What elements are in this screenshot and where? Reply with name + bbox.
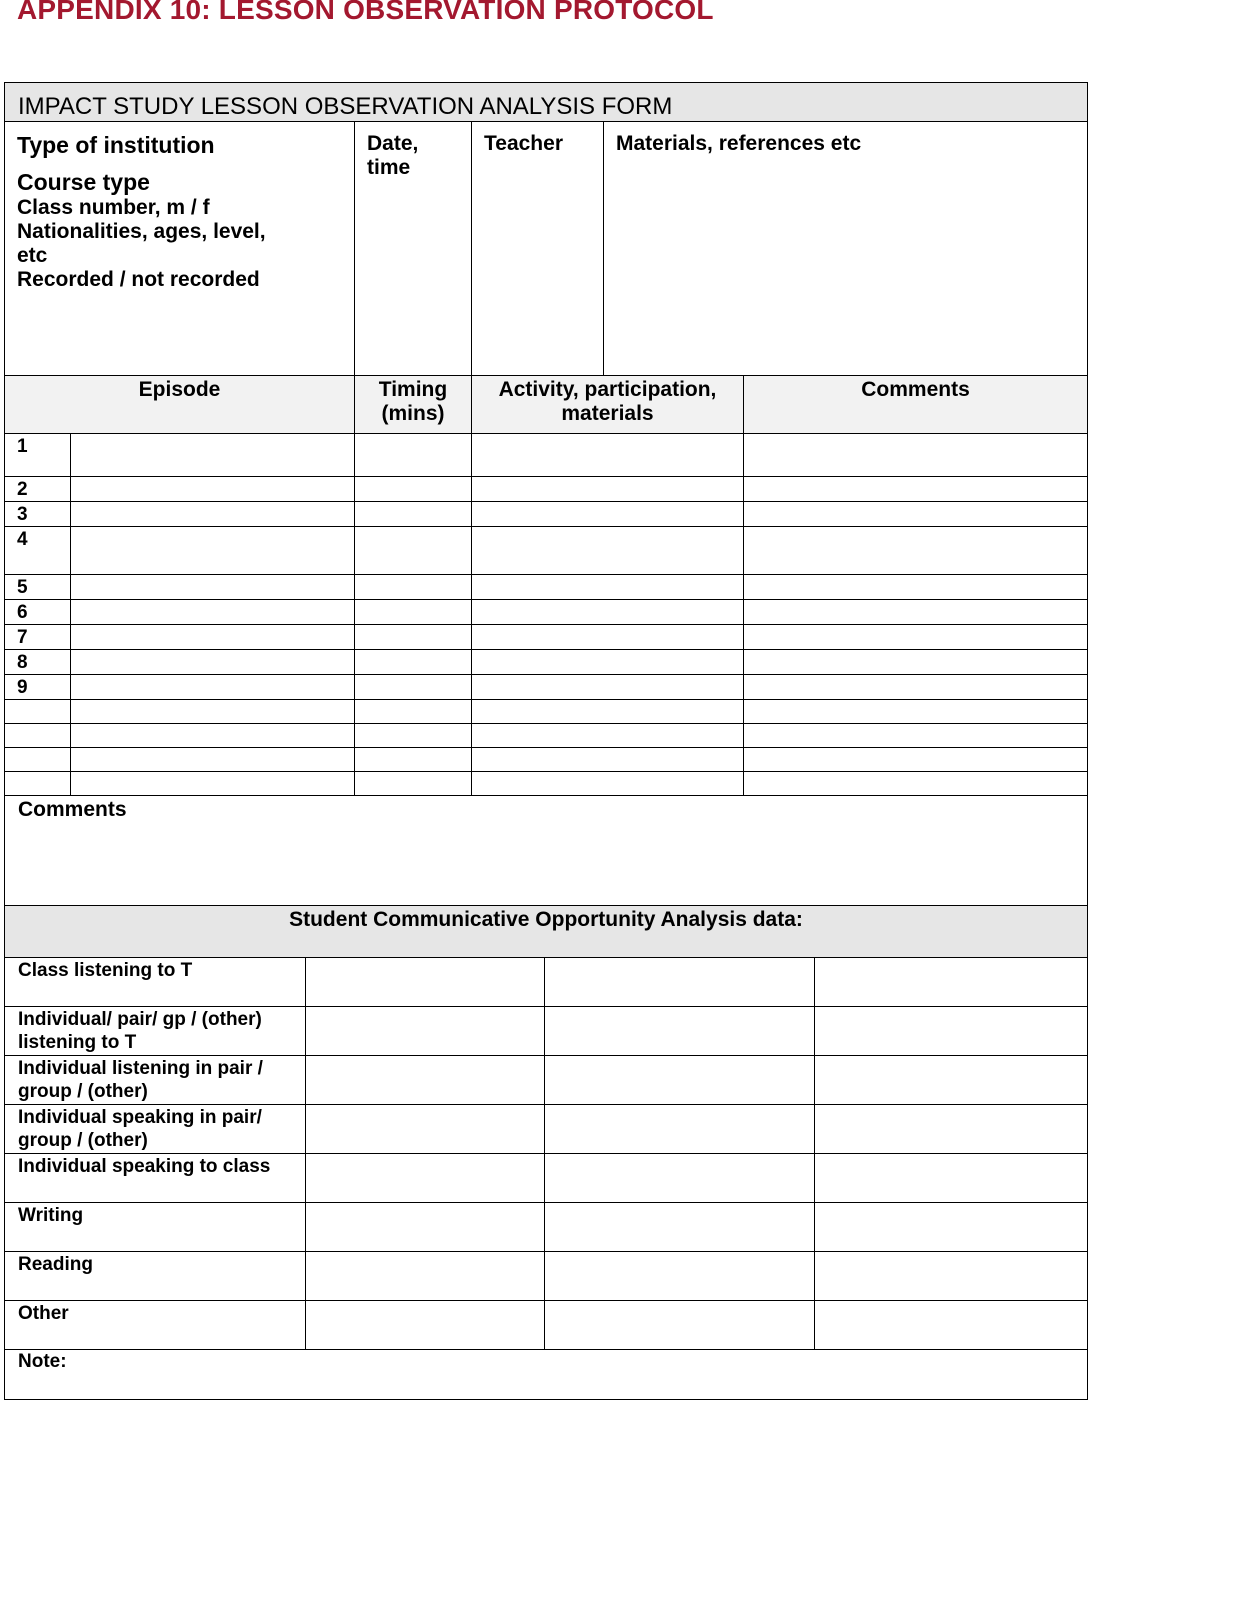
episode-row — [5, 502, 1088, 527]
scoa-row-label: Reading — [5, 1251, 306, 1300]
activity-cell[interactable] — [472, 477, 744, 502]
comments-header: Comments — [744, 376, 1088, 434]
timing-header: Timing (mins) — [355, 376, 472, 434]
activity-cell[interactable] — [472, 434, 744, 477]
episode-rows — [5, 434, 1088, 796]
scoa-data-cell[interactable] — [306, 1202, 545, 1251]
scoa-data-cell[interactable] — [815, 1202, 1088, 1251]
episode-number — [5, 772, 71, 796]
episode-number — [5, 700, 71, 724]
episode-number: 7 — [5, 625, 71, 650]
episode-header: Episode — [5, 376, 355, 434]
timing-cell[interactable] — [355, 650, 472, 675]
episode-description-cell[interactable] — [71, 477, 355, 502]
episode-row — [5, 477, 1088, 502]
episode-row — [5, 650, 1088, 675]
scoa-row — [5, 1202, 1088, 1251]
episode-number: 1 — [5, 434, 71, 477]
episode-row — [5, 724, 1088, 748]
appendix-title: APPENDIX 10: LESSON OBSERVATION PROTOCOL — [17, 0, 714, 25]
episode-number: 8 — [5, 650, 71, 675]
comments-cell[interactable] — [744, 502, 1088, 527]
teacher-label: Teacher — [484, 132, 563, 155]
course-type-label: Course type — [17, 169, 150, 195]
scoa-row-label: Other — [5, 1300, 306, 1349]
episode-description-cell[interactable] — [71, 575, 355, 600]
teacher-cell[interactable] — [472, 122, 604, 376]
comments-cell[interactable] — [744, 772, 1088, 796]
activity-cell[interactable] — [472, 748, 744, 772]
timing-cell[interactable] — [355, 748, 472, 772]
activity-cell[interactable] — [472, 575, 744, 600]
scoa-rows — [5, 957, 1088, 1349]
episode-number: 6 — [5, 600, 71, 625]
scoa-data-cell[interactable] — [545, 1153, 815, 1202]
episode-row — [5, 527, 1088, 575]
type-of-institution-label: Type of institution — [17, 132, 215, 158]
activity-cell[interactable] — [472, 675, 744, 700]
timing-cell[interactable] — [355, 772, 472, 796]
scoa-data-cell[interactable] — [545, 1104, 815, 1153]
episode-description-cell[interactable] — [71, 527, 355, 575]
episode-description-cell[interactable] — [71, 434, 355, 477]
note-label: Note: — [18, 1350, 67, 1372]
episode-description-cell[interactable] — [71, 625, 355, 650]
episode-row — [5, 575, 1088, 600]
note-area[interactable] — [5, 1349, 1088, 1399]
scoa-data-cell[interactable] — [545, 1006, 815, 1055]
scoa-data-cell[interactable] — [815, 1251, 1088, 1300]
materials-label: Materials, references etc — [616, 132, 862, 155]
episode-description-cell[interactable] — [71, 700, 355, 724]
scoa-row — [5, 1251, 1088, 1300]
episode-row — [5, 772, 1088, 796]
date-time-label: Date, time — [367, 132, 419, 179]
episode-number — [5, 724, 71, 748]
scoa-data-cell[interactable] — [306, 1006, 545, 1055]
date-time-cell[interactable] — [355, 122, 472, 376]
episode-row — [5, 434, 1088, 477]
timing-cell[interactable] — [355, 575, 472, 600]
institution-info-cell[interactable] — [5, 122, 355, 376]
activity-header: Activity, participation, materials — [472, 376, 744, 434]
episode-description-cell[interactable] — [71, 675, 355, 700]
recorded-label: Recorded / not recorded — [17, 268, 260, 291]
scoa-data-cell[interactable] — [545, 1202, 815, 1251]
timing-cell[interactable] — [355, 700, 472, 724]
nationalities-label: Nationalities, ages, level, etc — [17, 220, 266, 267]
scoa-row — [5, 1055, 1088, 1104]
scoa-data-cell[interactable] — [306, 1251, 545, 1300]
episode-number: 9 — [5, 675, 71, 700]
scoa-title: Student Communicative Opportunity Analysis data: — [5, 906, 1088, 958]
timing-cell[interactable] — [355, 724, 472, 748]
scoa-data-cell[interactable] — [545, 1251, 815, 1300]
episode-row — [5, 625, 1088, 650]
episode-description-cell[interactable] — [71, 650, 355, 675]
comments-cell[interactable] — [744, 675, 1088, 700]
episode-row — [5, 700, 1088, 724]
activity-cell[interactable] — [472, 502, 744, 527]
episode-description-cell[interactable] — [71, 724, 355, 748]
scoa-row — [5, 1104, 1088, 1153]
episode-description-cell[interactable] — [71, 772, 355, 796]
activity-cell[interactable] — [472, 527, 744, 575]
scoa-data-cell[interactable] — [545, 1055, 815, 1104]
episode-number — [5, 748, 71, 772]
episode-description-cell[interactable] — [71, 748, 355, 772]
comments-cell[interactable] — [744, 650, 1088, 675]
scoa-data-cell[interactable] — [306, 1300, 545, 1349]
scoa-data-cell[interactable] — [306, 957, 545, 1006]
activity-cell[interactable] — [472, 625, 744, 650]
scoa-row-label: Individual/ pair/ gp / (other) listening to T — [5, 1006, 306, 1055]
scoa-data-cell[interactable] — [545, 957, 815, 1006]
comments-cell[interactable] — [744, 575, 1088, 600]
timing-cell[interactable] — [355, 527, 472, 575]
comments-cell[interactable] — [744, 527, 1088, 575]
timing-cell[interactable] — [355, 625, 472, 650]
scoa-data-cell[interactable] — [306, 1153, 545, 1202]
comments-area[interactable] — [5, 796, 1088, 906]
form-title: IMPACT STUDY LESSON OBSERVATION ANALYSIS FORM — [5, 83, 1088, 122]
scoa-row-label: Class listening to T — [5, 957, 306, 1006]
scoa-row-label: Individual speaking in pair/ group / (other) — [5, 1104, 306, 1153]
scoa-data-cell[interactable] — [815, 1104, 1088, 1153]
activity-cell[interactable] — [472, 772, 744, 796]
episode-number: 4 — [5, 527, 71, 575]
scoa-data-cell[interactable] — [815, 1055, 1088, 1104]
timing-cell[interactable] — [355, 675, 472, 700]
scoa-data-cell[interactable] — [545, 1300, 815, 1349]
scoa-row — [5, 957, 1088, 1006]
episode-number: 2 — [5, 477, 71, 502]
timing-cell[interactable] — [355, 434, 472, 477]
activity-cell[interactable] — [472, 650, 744, 675]
episode-row — [5, 748, 1088, 772]
comments-cell[interactable] — [744, 434, 1088, 477]
scoa-data-cell[interactable] — [815, 957, 1088, 1006]
comments-cell[interactable] — [744, 625, 1088, 650]
comments-cell[interactable] — [744, 477, 1088, 502]
episode-number: 3 — [5, 502, 71, 527]
scoa-row — [5, 1300, 1088, 1349]
observation-form — [4, 82, 1087, 1400]
timing-cell[interactable] — [355, 502, 472, 527]
scoa-data-cell[interactable] — [815, 1300, 1088, 1349]
scoa-table — [4, 957, 1088, 1400]
scoa-row-label: Writing — [5, 1202, 306, 1251]
episode-number: 5 — [5, 575, 71, 600]
timing-cell[interactable] — [355, 477, 472, 502]
scoa-row — [5, 1006, 1088, 1055]
scoa-row — [5, 1153, 1088, 1202]
activity-cell[interactable] — [472, 700, 744, 724]
timing-cell[interactable] — [355, 600, 472, 625]
scoa-row-label: Individual listening in pair / group / (other) — [5, 1055, 306, 1104]
scoa-data-cell[interactable] — [306, 1055, 545, 1104]
comments-cell[interactable] — [744, 600, 1088, 625]
scoa-data-cell[interactable] — [306, 1104, 545, 1153]
episode-description-cell[interactable] — [71, 600, 355, 625]
scoa-data-cell[interactable] — [815, 1153, 1088, 1202]
scoa-row-label: Individual speaking to class — [5, 1153, 306, 1202]
episode-row — [5, 600, 1088, 625]
materials-cell[interactable] — [604, 122, 1088, 376]
comments-cell[interactable] — [744, 700, 1088, 724]
scoa-data-cell[interactable] — [815, 1006, 1088, 1055]
comments-cell[interactable] — [744, 748, 1088, 772]
episode-row — [5, 675, 1088, 700]
form-table-top — [4, 82, 1088, 958]
episode-description-cell[interactable] — [71, 502, 355, 527]
activity-cell[interactable] — [472, 600, 744, 625]
class-number-label: Class number, m / f — [17, 196, 210, 219]
comments-label: Comments — [18, 798, 127, 821]
comments-cell[interactable] — [744, 724, 1088, 748]
activity-cell[interactable] — [472, 724, 744, 748]
